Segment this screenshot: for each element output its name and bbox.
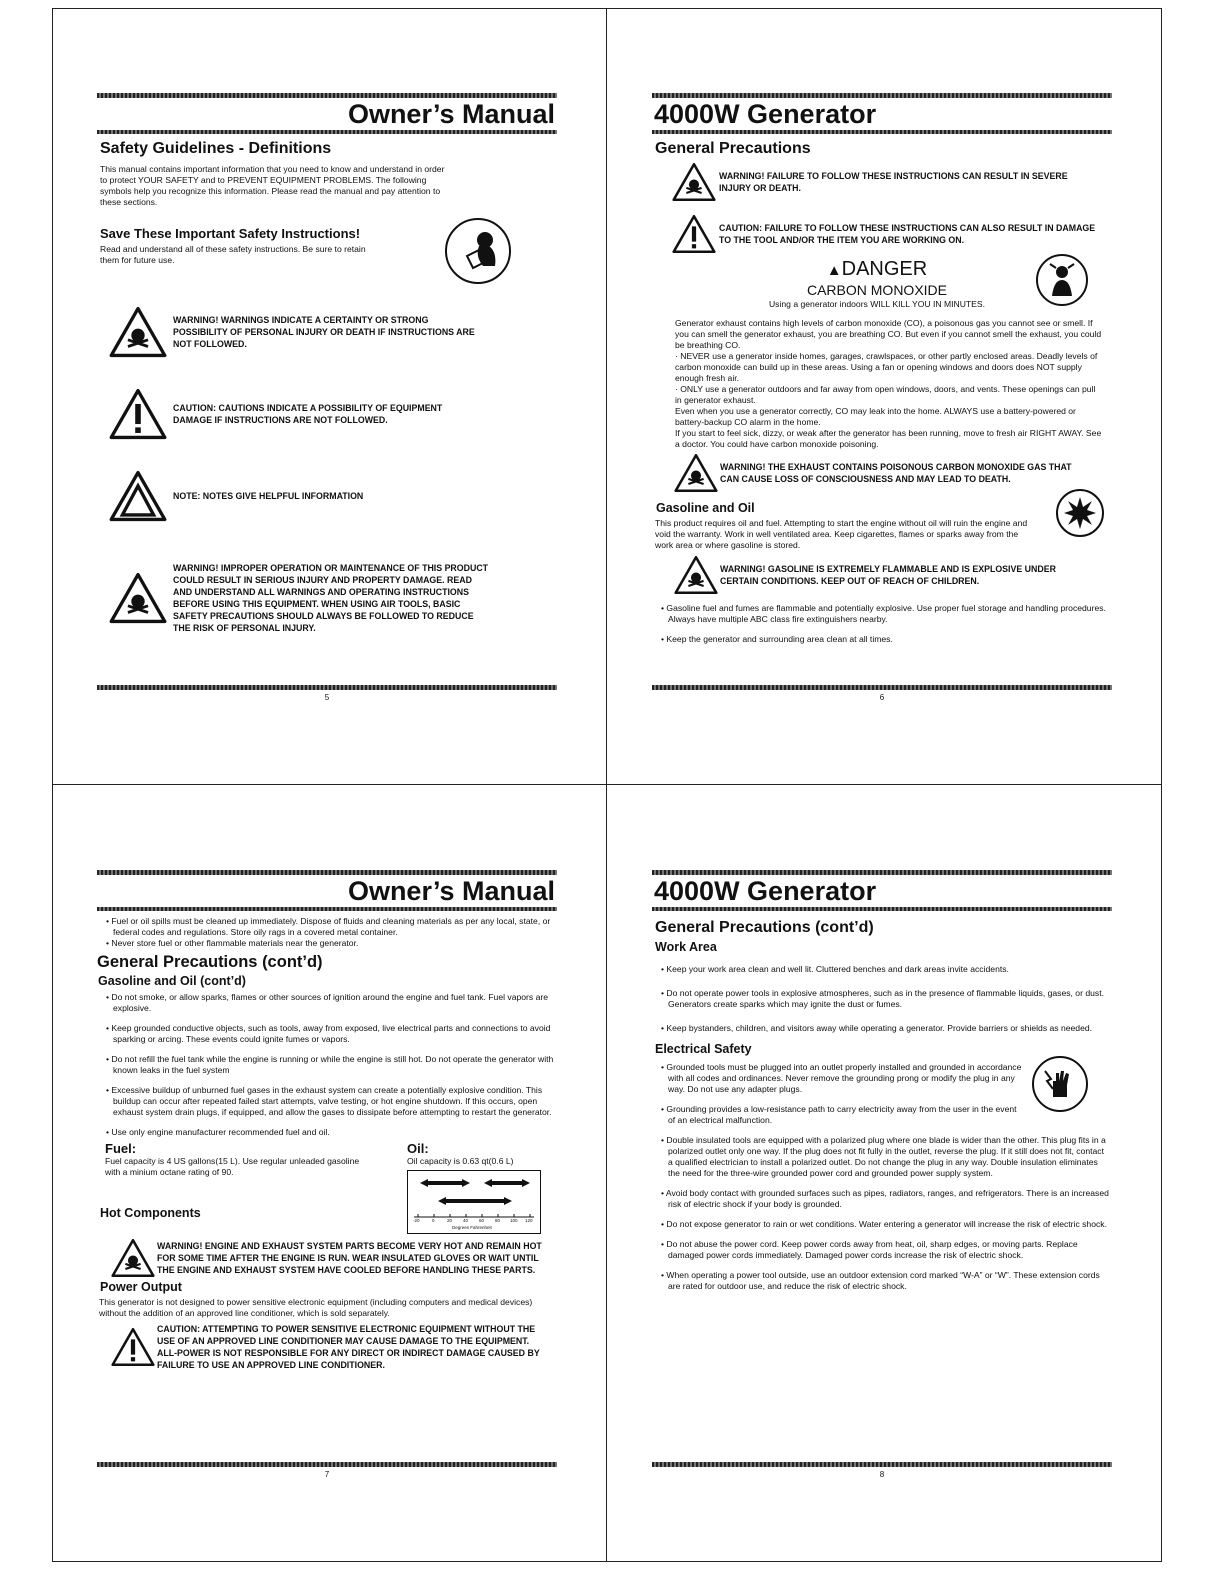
fuel-text: Fuel capacity is 4 US gallons(15 L). Use regular unleaded gasoline with a minium octane rating of 90. [105, 1156, 360, 1177]
page-6 [652, 93, 1112, 654]
read-manual-icon [445, 218, 511, 284]
list-item: • Do not operate power tools in explosive atmospheres, such as in the presence of flammable liquids, gases, or dust. Generators create sparks which may ignite the dust or fumes. [661, 988, 1104, 1009]
list-item: • Keep the generator and surrounding area clean at all times. [661, 634, 893, 644]
warning-text: WARNING! WARNINGS INDICATE A CERTAINTY OR STRONG POSSIBILITY OF PERSONAL INJURY OR DEATH IF INSTRUCTIONS ARE NOT FOLLOWED. [173, 315, 475, 349]
gasoline-paragraph: This product requires oil and fuel. Attempting to start the engine without oil will ruin the engine and void the warranty. Work in well ventilated area. Keep cigarettes, flames or sparks away from the work area or where gasoline is stored. [655, 518, 1028, 550]
footer-rule [97, 1462, 557, 1467]
list-item: • Do not refill the fuel tank while the engine is running or while the engine is still hot. Do not operate the generator with known leaks in the fuel system [106, 1054, 554, 1075]
skull-warning-icon [109, 306, 167, 358]
power-caution-text: CAUTION: ATTEMPTING TO POWER SENSITIVE ELECTRONIC EQUIPMENT WITHOUT THE USE OF AN APPROVED LINE CONDITIONER MAY CAUSE DAMAGE TO THE EQUIPMENT. ALL-POWER IS NOT RESPONSIBLE FOR ANY DIRECT OR INDIRECT DAMAGE CAUSED BY FAILURE TO USE AN APPROVED LINE CONDITIONER. [157, 1324, 540, 1370]
damage-caution-text: CAUTION: FAILURE TO FOLLOW THESE INSTRUCTIONS CAN ALSO RESULT IN DAMAGE TO THE TOOL AND/OR THE ITEM YOU ARE WORKING ON. [719, 223, 1096, 245]
list-item: • Do not expose generator to rain or wet conditions. Water entering a generator will increase the risk of electric shock. [661, 1219, 1107, 1229]
list-item: • Do not abuse the power cord. Keep power cords away from heat, oil, sharp edges, or moving parts. Replace damaged power cords immediately. Damaged power cords increase the risk of electric shock. [661, 1239, 1078, 1260]
fuel-title: Fuel: [105, 1141, 137, 1156]
danger-subtitle: CARBON MONOXIDE [806, 282, 947, 298]
danger-line: Using a generator indoors WILL KILL YOU IN MINUTES. [768, 299, 986, 309]
power-output-caution [111, 1323, 557, 1371]
page-number: 8 [879, 1470, 885, 1479]
electric-shock-icon [1032, 1056, 1088, 1112]
co-hazard-icon [1036, 254, 1088, 306]
hot-warning-text: WARNING! ENGINE AND EXHAUST SYSTEM PARTS BECOME VERY HOT AND REMAIN HOT FOR SOME TIME AFTER THE ENGINE IS RUN. WEAR INSULATED GLOVES OR WAIT UNTIL THE ENGINE AND EXHAUST SYSTEM HAVE COOLED BEFORE HANDLING THESE PARTS. [157, 1241, 542, 1275]
electrical-safety-title: Electrical Safety [655, 1042, 752, 1056]
subsection-title: Gasoline and Oil (cont’d) [98, 974, 246, 988]
page-number: 5 [324, 693, 330, 702]
list-item: • Fuel or oil spills must be cleaned up immediately. Dispose of fluids and cleaning materials as per any local, state, or federal codes and regulations. Store oily rags in a covered metal container. [106, 916, 551, 937]
operation-warning [109, 562, 557, 634]
skull-warning-icon [674, 453, 718, 493]
list-item: • Keep your work area clean and well lit. Cluttered benches and dark areas invite accidents. [661, 964, 1009, 974]
intro-paragraph: This manual contains important information that you need to know and understand in order to protect YOUR SAFETY and to PREVENT EQUIPMENT PROBLEMS. The following symbols help you recognize this information. Please read the manual and pay attention to these sections. [100, 164, 445, 207]
failure-warning [672, 162, 1112, 202]
axis-label: Degrees Fahrenheit [452, 1225, 492, 1230]
list-item: • Grounding provides a low-resistance path to carry electricity away from the user in the event of an electrical malfunction. [661, 1104, 1017, 1125]
skull-warning-icon [672, 162, 716, 202]
footer-rule [652, 1462, 1112, 1467]
list-item: • When operating a power tool outside, use an outdoor extension cord marked “W-A” or “W”. These extension cords are rated for outdoor use, and reduce the risk of electric shock. [661, 1270, 1100, 1291]
header-rule [97, 907, 557, 911]
co-paragraph: If you start to feel sick, dizzy, or weak after the generator has been running, move to fresh air RIGHT AWAY. See a doctor. You could have carbon monoxide poisoning. [675, 428, 1102, 449]
hot-components-warning [111, 1238, 557, 1278]
danger-title: DANGER [841, 258, 928, 280]
tick-label: -20 [413, 1218, 420, 1223]
operation-warning-text: WARNING! IMPROPER OPERATION OR MAINTENANCE OF THIS PRODUCT COULD RESULT IN SERIOUS INJURY AND PROPERTY DAMAGE. READ AND UNDERSTAND ALL WARNINGS AND OPERATING INSTRUCTIONS BEFORE USING THIS EQUIPMENT. WHEN USING AIR TOOLS, BASIC SAFETY PRECAUTIONS SHOULD ALWAYS BE FOLLOWED TO REDUCE THE RISK OF PERSONAL INJURY. [173, 563, 489, 633]
exhaust-warning [674, 453, 1112, 493]
tick-label: 100 [510, 1218, 518, 1223]
footer-rule [97, 685, 557, 690]
list-item: • Keep bystanders, children, and visitors away while operating a generator. Provide barriers or shields as needed. [661, 1023, 1093, 1033]
gasoline-oil-title: Gasoline and Oil [656, 501, 755, 515]
tick-label: 20 [447, 1218, 453, 1223]
co-paragraph: · NEVER use a generator inside homes, garages, crawlspaces, or other partly enclosed areas. Deadly levels of carbon monoxide can build up in these areas. Using a fan or opening windows and doors does NOT supply enough fresh air. [675, 351, 1098, 383]
skull-warning-icon [674, 555, 718, 595]
caution-text: CAUTION: CAUTIONS INDICATE A POSSIBILITY OF EQUIPMENT DAMAGE IF INSTRUCTIONS ARE NOT FOLLOWED. [173, 403, 443, 425]
co-paragraph: · ONLY use a generator outdoors and far away from open windows, doors, and vents. These openings can pull in generator exhaust. [675, 384, 1096, 405]
list-item: • Use only engine manufacturer recommended fuel and oil. [106, 1127, 330, 1137]
grade-label: 5W-30 [433, 1177, 447, 1182]
section-title: General Precautions (cont’d) [97, 953, 323, 971]
grade-label: 30 [504, 1177, 510, 1182]
page-header: Owner’s Manual [347, 876, 555, 906]
list-item: • Double insulated tools are equipped with a polarized plug where one blade is wider than the other. This plug fits in a polarized outlet only one way. If the plug does not fit fully in the outlet, reverse the plug. If it still does not fit, contact a qualified electrician to install a polarized outlet. Do not change the plug in any way. Double insulation eliminates the need for the three-wire grounded power cord and grounded power supply system. [661, 1135, 1106, 1178]
gasoline-warning-text: WARNING! GASOLINE IS EXTREMELY FLAMMABLE AND IS EXPLOSIVE UNDER CERTAIN CONDITIONS. KEEP OUT OF REACH OF CHILDREN. [720, 564, 1056, 586]
page-header: 4000W Generator [654, 99, 877, 129]
tick-label: 80 [495, 1218, 501, 1223]
warning-definition [109, 306, 557, 358]
co-paragraph-list [672, 318, 1104, 450]
page-header: 4000W Generator [654, 876, 877, 906]
horizontal-divider [52, 784, 1162, 785]
failure-warning-text: WARNING! FAILURE TO FOLLOW THESE INSTRUCTIONS CAN RESULT IN SEVERE INJURY OR DEATH. [719, 171, 1068, 193]
exclamation-caution-icon [111, 1327, 155, 1367]
save-instructions-text: Read and understand all of these safety instructions. Be sure to retain them for future use. [100, 244, 366, 265]
tick-label: 0 [432, 1218, 435, 1223]
page-number: 7 [324, 1470, 330, 1479]
oil-text: Oil capacity is 0.63 qt(0.6 L) [407, 1156, 514, 1166]
list-item: • Do not smoke, or allow sparks, flames or other sources of ignition around the engine and fuel tank. Fuel vapors are explosive. [106, 992, 549, 1013]
vertical-divider [606, 8, 607, 1562]
danger-heading [762, 258, 992, 282]
page-8 [652, 870, 1112, 1301]
co-paragraph: Even when you use a generator correctly, CO may leak into the home. ALWAYS use a battery-powered or battery-backup CO alarm in the home. [675, 406, 1076, 427]
oil-viscosity-chart [407, 1170, 541, 1234]
oil-chart-svg [408, 1171, 540, 1233]
danger-triangle-icon: ▲ [826, 262, 842, 279]
page-number: 6 [879, 693, 885, 702]
list-item: • Never store fuel or other flammable materials near the generator. [106, 938, 359, 948]
page-header: Owner’s Manual [347, 99, 555, 129]
tick-label: 40 [463, 1218, 469, 1223]
section-title: Safety Guidelines - Definitions [100, 140, 332, 157]
exclamation-caution-icon [672, 214, 716, 254]
list-item: • Excessive buildup of unburned fuel gases in the exhaust system can create a potentially explosive condition. This buildup can occur after repeated failed start attempts, valve testing, or hot engine shutdown. If this occurs, open exhaust system drain plugs, if equipped, and allow the gases to dissipate before attempting to restart the generator. [106, 1085, 552, 1117]
footer-rule [652, 685, 1112, 690]
header-rule [97, 130, 557, 134]
power-output-text: This generator is not designed to power sensitive electronic equipment (including computers and medical devices) without the addition of an approved line conditioner, which is sold separately. [99, 1297, 533, 1318]
note-text: NOTE: NOTES GIVE HELPFUL INFORMATION [173, 491, 364, 501]
tick-label: 60 [479, 1218, 485, 1223]
section-title: General Precautions [655, 140, 811, 157]
list-item: • Keep grounded conductive objects, such as tools, away from exposed, live electrical parts and connections to avoid sparking or arcing. These events could ignite fumes or vapors. [106, 1023, 551, 1044]
note-triangle-icon [109, 470, 167, 522]
note-definition [109, 470, 557, 522]
header-rule [652, 130, 1112, 134]
list-item: • Avoid body contact with grounded surfaces such as pipes, radiators, ranges, and refrigerators. There is an increased risk of electric shock if your body is grounded. [661, 1188, 1109, 1209]
skull-warning-icon [111, 1238, 155, 1278]
power-output-title: Power Output [100, 1280, 182, 1294]
page-5 [97, 93, 557, 640]
tick-label: 120 [525, 1218, 533, 1223]
co-paragraph: Generator exhaust contains high levels of carbon monoxide (CO), a poisonous gas you cannot see or smell. If you can smell the generator exhaust, you are breathing CO. But even if you cannot smell the exhaust, you could be breathing CO. [675, 318, 1102, 350]
damage-caution [672, 214, 1112, 254]
grade-label: 10W-30 [466, 1195, 482, 1200]
gasoline-warning [674, 555, 1112, 595]
exhaust-warning-text: WARNING! THE EXHAUST CONTAINS POISONOUS CARBON MONOXIDE GAS THAT CAN CAUSE LOSS OF CONSCIOUSNESS AND MAY LEAD TO DEATH. [720, 462, 1072, 484]
explosion-icon [1056, 489, 1104, 537]
section-title: General Precautions (cont’d) [655, 919, 874, 936]
page-7 [97, 870, 557, 1371]
caution-definition [109, 388, 557, 440]
list-item: • Gasoline fuel and fumes are flammable and potentially explosive. Use proper fuel storage and handling procedures. Always have multiple ABC class fire extinguishers nearby. [661, 603, 1106, 624]
list-item: • Grounded tools must be plugged into an outlet properly installed and grounded in accordance with all codes and ordinances. Never remove the grounding prong or modify the plug in any way. Do not use any adapter plugs. [661, 1062, 1022, 1094]
exclamation-caution-icon [109, 388, 167, 440]
oil-title: Oil: [407, 1141, 429, 1156]
save-instructions-title: Save These Important Safety Instructions! [100, 226, 361, 241]
hot-components-title: Hot Components [100, 1206, 201, 1220]
work-area-title: Work Area [655, 940, 717, 954]
skull-warning-icon [109, 572, 167, 624]
header-rule [652, 907, 1112, 911]
